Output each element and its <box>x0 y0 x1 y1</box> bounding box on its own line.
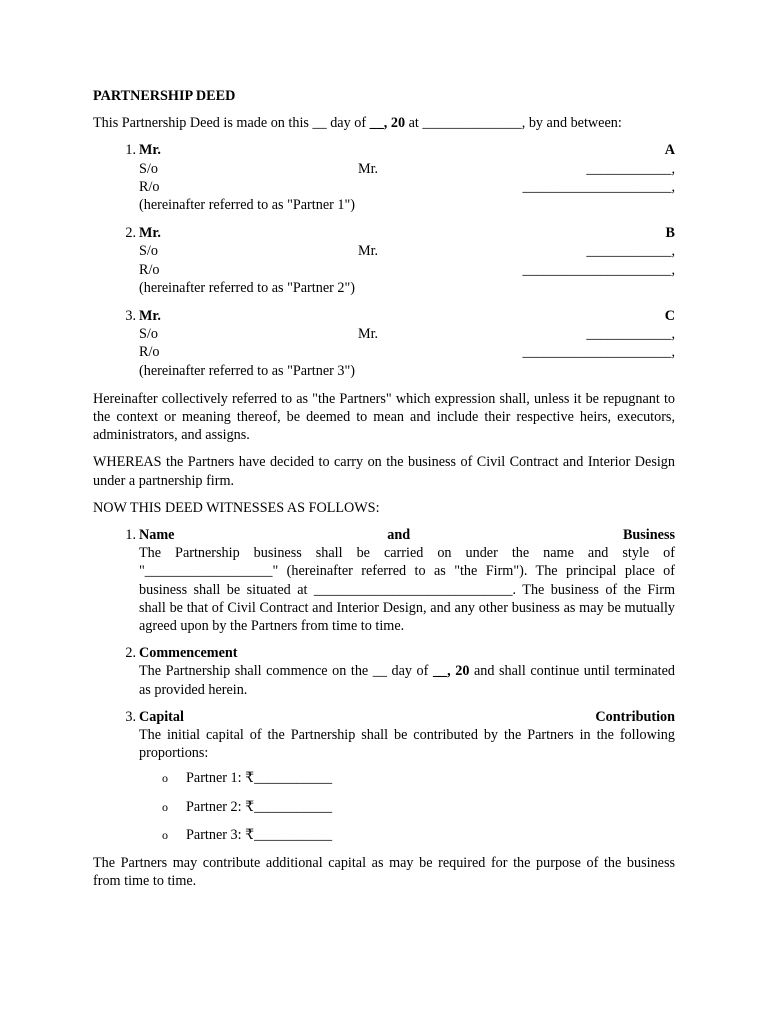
blank-field: _____________________, <box>522 261 675 278</box>
son-of-line: S/o Mr. ____________, <box>139 243 675 260</box>
clause-heading: Capital Contribution <box>139 708 675 725</box>
list-item: o Partner 2: ₹___________ <box>162 798 333 815</box>
clause-heading: Commencement <box>139 645 238 662</box>
party-name-line: Mr. A <box>139 142 675 159</box>
resident-of-line: R/o _____________________, <box>139 178 675 195</box>
blank-field: _____________________, <box>522 344 675 361</box>
intro-paragraph: This Partnership Deed is made on this __ day of __, 20 at ______________, by and between: <box>93 115 622 132</box>
blank-field: _____________________, <box>522 178 675 195</box>
party-2 <box>125 224 675 297</box>
party-name-line: Mr. B <box>139 225 675 242</box>
bullet-icon: o <box>162 827 168 842</box>
witnesses-heading: NOW THIS DEED WITNESSES AS FOLLOWS: <box>93 499 380 516</box>
clause-body: The Partnership business shall be carried on under the name and style of "__________________" (hereinafter referred to as "the Firm"). The principal place of business shall be situated at ____________________________. The business of the Firm shall be that of Civil Contract and Interior Design, and any other business as may be mutually agreed upon by the Partners from time to time. <box>139 545 675 635</box>
blank-field: ____________, <box>586 243 675 260</box>
collectively-paragraph: Hereinafter collectively referred to as "the Partners" which expression shall, unless it be repugnant to the context or meaning thereof, be deemed to mean and include their respective heirs, executors, administrators, and assigns. <box>93 390 675 444</box>
party-3 <box>125 307 675 380</box>
party-1 <box>125 141 675 214</box>
clause-name-and-business <box>125 526 675 635</box>
clause-commencement <box>125 644 676 699</box>
party-referred-as: (hereinafter referred to as "Partner 2") <box>139 279 355 296</box>
clause-number: 1. <box>125 527 136 544</box>
son-of-line: S/o Mr. ____________, <box>139 160 675 177</box>
deed-page <box>93 87 675 899</box>
resident-of-line: R/o _____________________, <box>139 344 675 361</box>
party-number: 3. <box>125 308 136 324</box>
list-item: o Partner 3: ₹___________ <box>162 826 333 843</box>
clause-body: The initial capital of the Partnership shall be contributed by the Partners in the following proportions: <box>139 727 675 762</box>
clause-heading: Name and Business <box>139 527 675 544</box>
whereas-paragraph: WHEREAS the Partners have decided to carry on the business of Civil Contract and Interior Design under a partnership firm. <box>93 454 675 489</box>
document-title: PARTNERSHIP DEED <box>93 88 236 104</box>
blank-field: ____________, <box>586 160 675 177</box>
son-of-line: S/o Mr. ____________, <box>139 326 675 343</box>
blank-field: ____________, <box>586 326 675 343</box>
clause-body: The Partnership shall commence on the __ day of __, 20 and shall continue until terminated as provided herein. <box>139 663 676 698</box>
list-item: o Partner 1: ₹___________ <box>162 770 333 787</box>
clause-capital-contribution <box>125 708 675 763</box>
capital-list <box>93 769 675 844</box>
resident-of-line: R/o _____________________, <box>139 261 675 278</box>
bullet-icon: o <box>162 771 168 786</box>
bullet-icon: o <box>162 799 168 814</box>
additional-capital-paragraph: The Partners may contribute additional capital as may be required for the purpose of the business from time to time. <box>93 855 675 890</box>
party-referred-as: (hereinafter referred to as "Partner 3") <box>139 362 355 379</box>
clause-number: 3. <box>125 708 136 725</box>
clause-number: 2. <box>125 645 136 662</box>
party-referred-as: (hereinafter referred to as "Partner 1") <box>139 197 355 213</box>
party-name-line: Mr. C <box>139 308 675 324</box>
party-number: 1. <box>125 142 136 159</box>
party-number: 2. <box>125 225 136 242</box>
